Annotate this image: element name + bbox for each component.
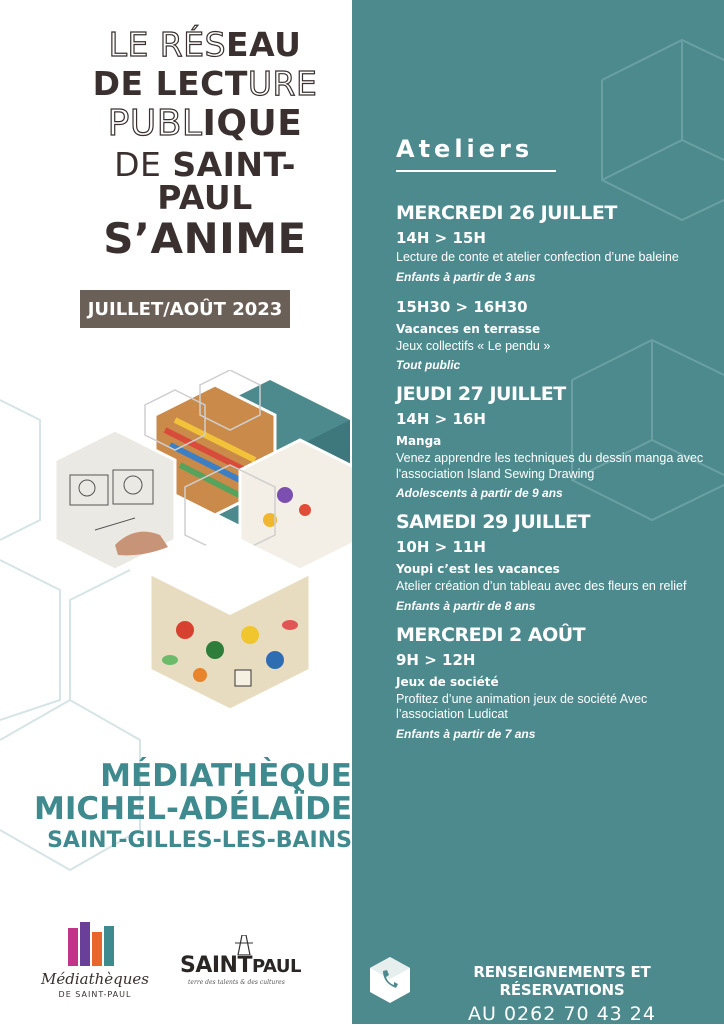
event-name: Vacances en terrasse: [396, 321, 541, 336]
tower-icon: [180, 935, 310, 955]
event-item: [396, 384, 708, 500]
poster-title: [80, 25, 330, 263]
section-title: Ateliers: [396, 135, 534, 163]
title-line-5: S’ANIME: [103, 214, 307, 263]
event-name: Jeux de société: [396, 674, 499, 689]
event-audience: Enfants à partir de 3 ans: [396, 269, 536, 284]
event-day: JEUDI 27 JUILLET: [396, 383, 566, 406]
phone-cube-icon: [368, 955, 412, 1005]
event-audience: Enfants à partir de 7 ans: [396, 726, 536, 741]
mediatheques-logo: Médiathèques DE SAINT-PAUL: [40, 918, 150, 1008]
event-name: Youpi c’est les vacances: [396, 562, 560, 577]
event-audience: Tout public: [396, 358, 461, 373]
event-slot: [396, 229, 708, 284]
event-day: MERCREDI 26 JUILLET: [396, 202, 617, 224]
contact-label: RENSEIGNEMENTS ET RÉSERVATIONS: [473, 963, 651, 999]
events-list: [396, 203, 708, 741]
event-day: SAMEDI 29 JUILLET: [396, 511, 591, 534]
section-title-underline: [396, 170, 556, 172]
contact-phone: AU 0262 70 43 24: [468, 1003, 656, 1025]
event-slot: [396, 298, 708, 373]
event-audience: Adolescents à partir de 9 ans: [396, 486, 563, 501]
event-item: [396, 512, 708, 613]
event-description: Profitez d’une animation jeux de société Avec l’association Ludicat: [396, 691, 648, 722]
library-name: [20, 760, 352, 852]
event-audience: Enfants à partir de 8 ans: [396, 598, 536, 613]
event-description: Lecture de conte et atelier confection d’une baleine: [396, 249, 679, 264]
saint-paul-wordmark: SAINTPAUL: [180, 953, 301, 978]
event-time: 15H30 > 16H30: [396, 297, 528, 316]
library-location: SAINT-GILLES-LES-BAINS: [47, 828, 352, 854]
event-slot: [396, 538, 708, 613]
left-panel: [0, 0, 352, 1024]
event-item: [396, 203, 708, 372]
event-description: Atelier création d’un tableau avec des fleurs en relief: [396, 579, 687, 594]
title-line-2: DE LECTURE: [92, 64, 318, 103]
saint-paul-logo: SAINTPAUL terre des talents & des cultures: [180, 935, 310, 1005]
title-line-3: PUBLIQUE: [107, 103, 303, 144]
event-name: Manga: [396, 434, 442, 449]
title-line-1: LE RÉSEAU: [108, 25, 302, 64]
library-name-line-1: MÉDIATHÈQUE: [100, 758, 352, 794]
event-slot: [396, 410, 708, 500]
library-name-line-2: MICHEL-ADÉLAÏDE: [34, 790, 352, 827]
date-badge: JUILLET/AOÛT 2023: [80, 290, 290, 328]
event-day: MERCREDI 2 AOÛT: [396, 623, 586, 646]
contact-info: [412, 963, 712, 1025]
event-item: [396, 625, 708, 741]
event-slot: [396, 651, 708, 741]
event-description: Venez apprendre les techniques du dessin manga avec l'association Island Sewing Drawing: [396, 451, 704, 481]
event-time: 14H > 16H: [396, 410, 486, 429]
event-time: 9H > 12H: [396, 650, 476, 669]
hexagon-photo-collage: [55, 370, 355, 710]
event-time: 10H > 11H: [396, 538, 486, 557]
title-line-4: DE SAINT-PAUL: [114, 145, 296, 217]
event-description: Jeux collectifs « Le pendu »: [396, 338, 551, 353]
event-time: 14H > 15H: [396, 228, 486, 247]
books-icon: [40, 918, 150, 968]
